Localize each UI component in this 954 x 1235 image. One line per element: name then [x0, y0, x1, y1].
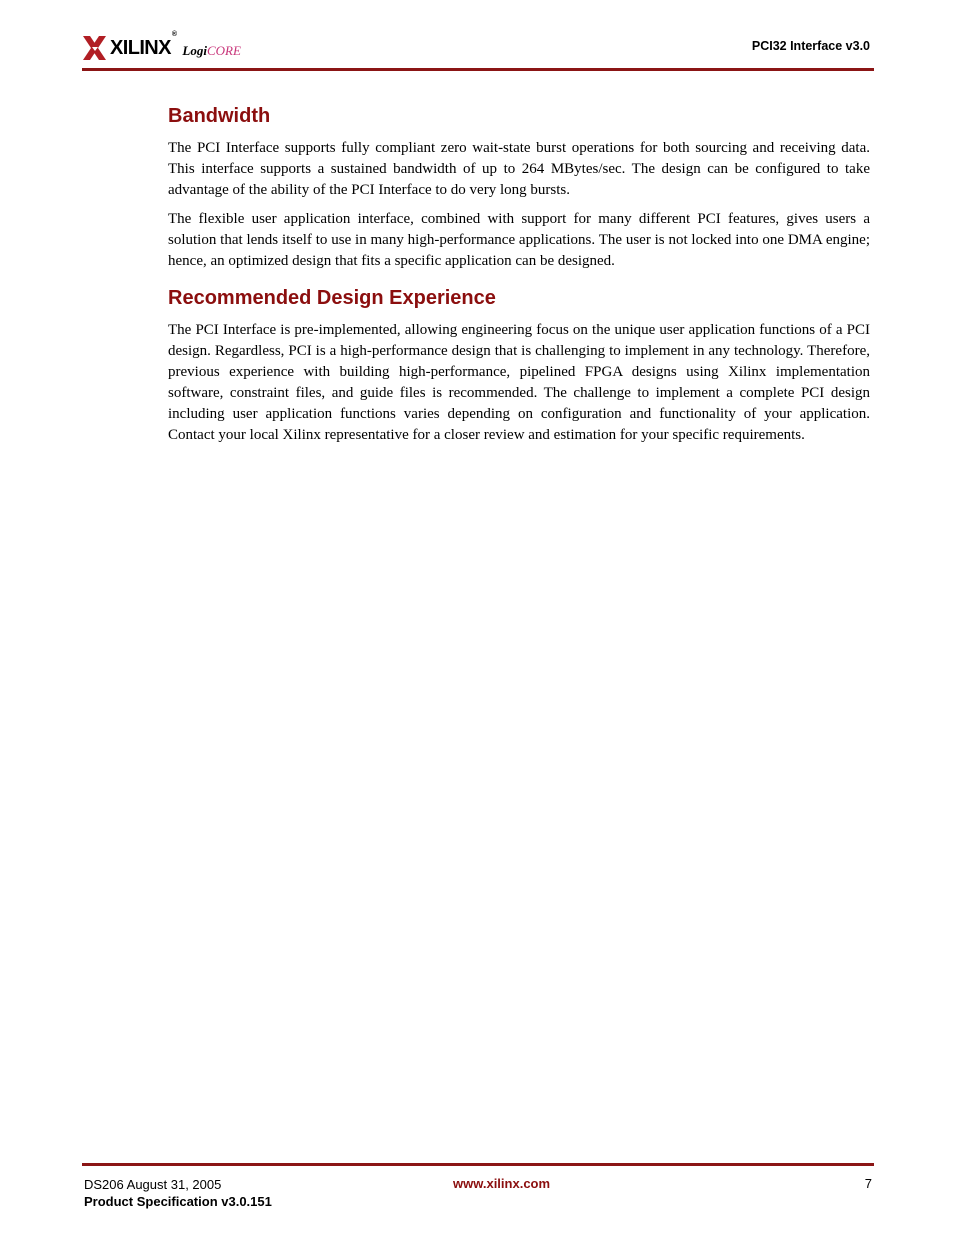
paragraph: The flexible user application interface, combined with support for many different PCI features, gives users a solution that lends itself to use in many high-performance applications. The user is not locked into one DMA engine; hence, an optimized design that fits a specific application can be designed.	[168, 211, 870, 269]
doc-id-date: DS206 August 31, 2005	[84, 1177, 222, 1192]
section-heading-design-experience: Recommended Design Experience	[168, 287, 496, 309]
document-title: PCI32 Interface v3.0	[751, 39, 870, 53]
paragraph: The PCI Interface supports fully compliant zero wait-state burst operations for both sourcing and receiving data. This interface supports a sustained bandwidth of up to 264 MBytes/sec. The design can be configured to take advantage of the ability of the PCI Interface to do very long bursts.	[168, 140, 870, 198]
brand-name: XILINX®	[110, 30, 177, 59]
xilinx-logo-icon	[82, 34, 108, 62]
logicore-logi: Logi	[182, 43, 207, 58]
page-content	[168, 103, 870, 454]
registered-mark: ®	[171, 30, 177, 38]
page-number: 7	[864, 1176, 872, 1191]
footer-rule	[82, 1163, 874, 1166]
paragraph: The PCI Interface is pre-implemented, allowing engineering focus on the unique user application functions of a PCI design. Regardless, PCI is a high-performance design that is challenging to implement in any technology. Therefore, previous experience with building high-performance, pipelined FPGA designs using Xilinx implementation software, constraint files, and guide files is recommended. The challenge to implement a complete PCI design including user application functions varies depending on configuration and functionality of your application. Contact your local Xilinx representative for a closer review and estimation for your specific requirements.	[168, 322, 870, 443]
website-link[interactable]: www.xilinx.com	[453, 1176, 551, 1191]
spec-version: Product Specification v3.0.151	[84, 1194, 272, 1209]
header-rule	[82, 68, 874, 71]
logicore-core: CORE	[206, 43, 241, 58]
section-heading-bandwidth: Bandwidth	[168, 105, 271, 127]
footer-doc-info	[84, 1176, 272, 1210]
xilinx-logo	[82, 30, 241, 63]
logicore-mark	[182, 43, 241, 59]
